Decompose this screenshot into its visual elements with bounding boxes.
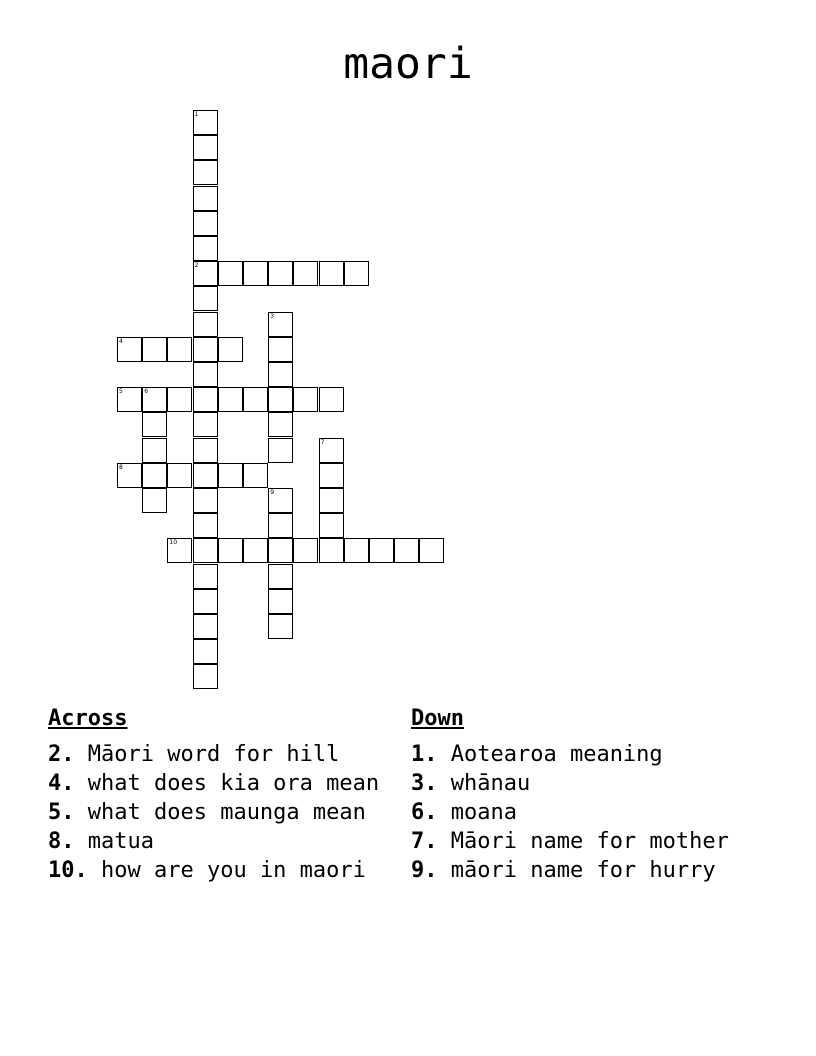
grid-cell: [142, 438, 167, 463]
down-clue: 9. māori name for hurry: [411, 858, 716, 883]
down-clue: 6. moana: [411, 800, 517, 825]
cell-number: 9: [270, 489, 275, 496]
grid-cell: [394, 538, 419, 563]
grid-cell: [193, 463, 218, 488]
grid-cell: [293, 387, 318, 412]
across-clue: 5. what does maunga mean: [48, 800, 366, 825]
grid-cell: [243, 538, 268, 563]
grid-cell: [344, 538, 369, 563]
grid-cell: [167, 538, 192, 563]
grid-cell: [167, 337, 192, 362]
cell-number: 4: [119, 337, 123, 345]
grid-cell: [268, 387, 293, 412]
grid-cell: [193, 337, 218, 362]
across-heading: Across: [48, 706, 128, 731]
grid-cell: [268, 564, 293, 589]
grid-cell: [293, 538, 318, 563]
grid-cell: [268, 412, 293, 437]
grid-cell: [268, 488, 293, 513]
grid-cell: [117, 387, 142, 412]
grid-cell: [193, 438, 218, 463]
grid-cell: [193, 614, 218, 639]
cell-number: 5: [119, 388, 123, 396]
cell-number: 7: [320, 438, 325, 446]
grid-cell: [193, 261, 218, 286]
grid-cell: [268, 362, 293, 387]
down-heading: Down: [411, 706, 464, 731]
grid-cell: [142, 337, 167, 362]
grid-cell: [193, 211, 218, 236]
grid-cell: [193, 412, 218, 437]
grid-cell: [319, 538, 344, 563]
grid-cell: [193, 160, 218, 185]
grid-cell: [218, 387, 243, 412]
grid-cell: [193, 186, 218, 211]
grid-cell: [193, 538, 218, 563]
grid-cell: [218, 463, 243, 488]
across-clues: [48, 704, 393, 885]
cell-number: 1: [194, 111, 199, 118]
cell-number: 3: [270, 312, 275, 320]
grid-cell: [293, 261, 318, 286]
grid-cell: [218, 337, 243, 362]
grid-cell: [243, 463, 268, 488]
grid-cell: [193, 312, 218, 337]
grid-cell: [319, 488, 344, 513]
across-clue: 4. what does kia ora mean: [48, 771, 380, 796]
grid-cell: [319, 387, 344, 412]
grid-cell: [193, 362, 218, 387]
cell-number: 10: [169, 539, 178, 547]
down-clue: 7. Māori name for mother: [411, 829, 729, 854]
grid-cell: [218, 538, 243, 563]
grid-cell: [268, 312, 293, 337]
grid-cell: [193, 589, 218, 614]
grid-cell: [117, 463, 142, 488]
grid-cell: [319, 438, 344, 463]
grid-cell: [319, 513, 344, 538]
grid-cell: [419, 538, 444, 563]
grid-cell: [193, 286, 218, 311]
grid-cell: [193, 488, 218, 513]
cell-number: 2: [194, 262, 199, 270]
cell-number: 6: [144, 388, 149, 396]
grid-cell: [193, 513, 218, 538]
page-title: maori: [343, 39, 473, 89]
grid-cell: [142, 488, 167, 513]
grid-cell: [167, 387, 192, 412]
grid-cell: [117, 337, 142, 362]
grid-cell: [193, 110, 218, 135]
across-clue: 2. Māori word for hill: [48, 742, 340, 767]
across-clue: 8. matua: [48, 829, 154, 854]
grid-cell: [193, 664, 218, 689]
grid-cell: [193, 564, 218, 589]
grid-cell: [344, 261, 369, 286]
cell-number: 8: [119, 463, 123, 471]
grid-cell: [268, 614, 293, 639]
down-clue: 1. Aotearoa meaning: [411, 742, 663, 767]
grid-cell: [319, 463, 344, 488]
grid-cell: [243, 261, 268, 286]
grid-cell: [243, 387, 268, 412]
down-clues: [411, 704, 751, 885]
grid-cell: [193, 639, 218, 664]
grid-cell: [268, 589, 293, 614]
grid-cell: [268, 513, 293, 538]
down-clue: 3. whānau: [411, 771, 531, 796]
grid-cell: [268, 538, 293, 563]
grid-cell: [218, 261, 243, 286]
grid-cell: [167, 463, 192, 488]
grid-cell: [142, 463, 167, 488]
grid-cell: [369, 538, 394, 563]
grid-cell: [142, 412, 167, 437]
grid-cell: [319, 261, 344, 286]
across-clue: 10. how are you in maori: [48, 858, 366, 883]
grid-cell: [193, 236, 218, 261]
grid-cell: [268, 261, 293, 286]
grid-cell: [193, 135, 218, 160]
grid-cell: [268, 438, 293, 463]
grid-cell: [193, 387, 218, 412]
grid-cell: [142, 387, 167, 412]
grid-cell: [268, 337, 293, 362]
